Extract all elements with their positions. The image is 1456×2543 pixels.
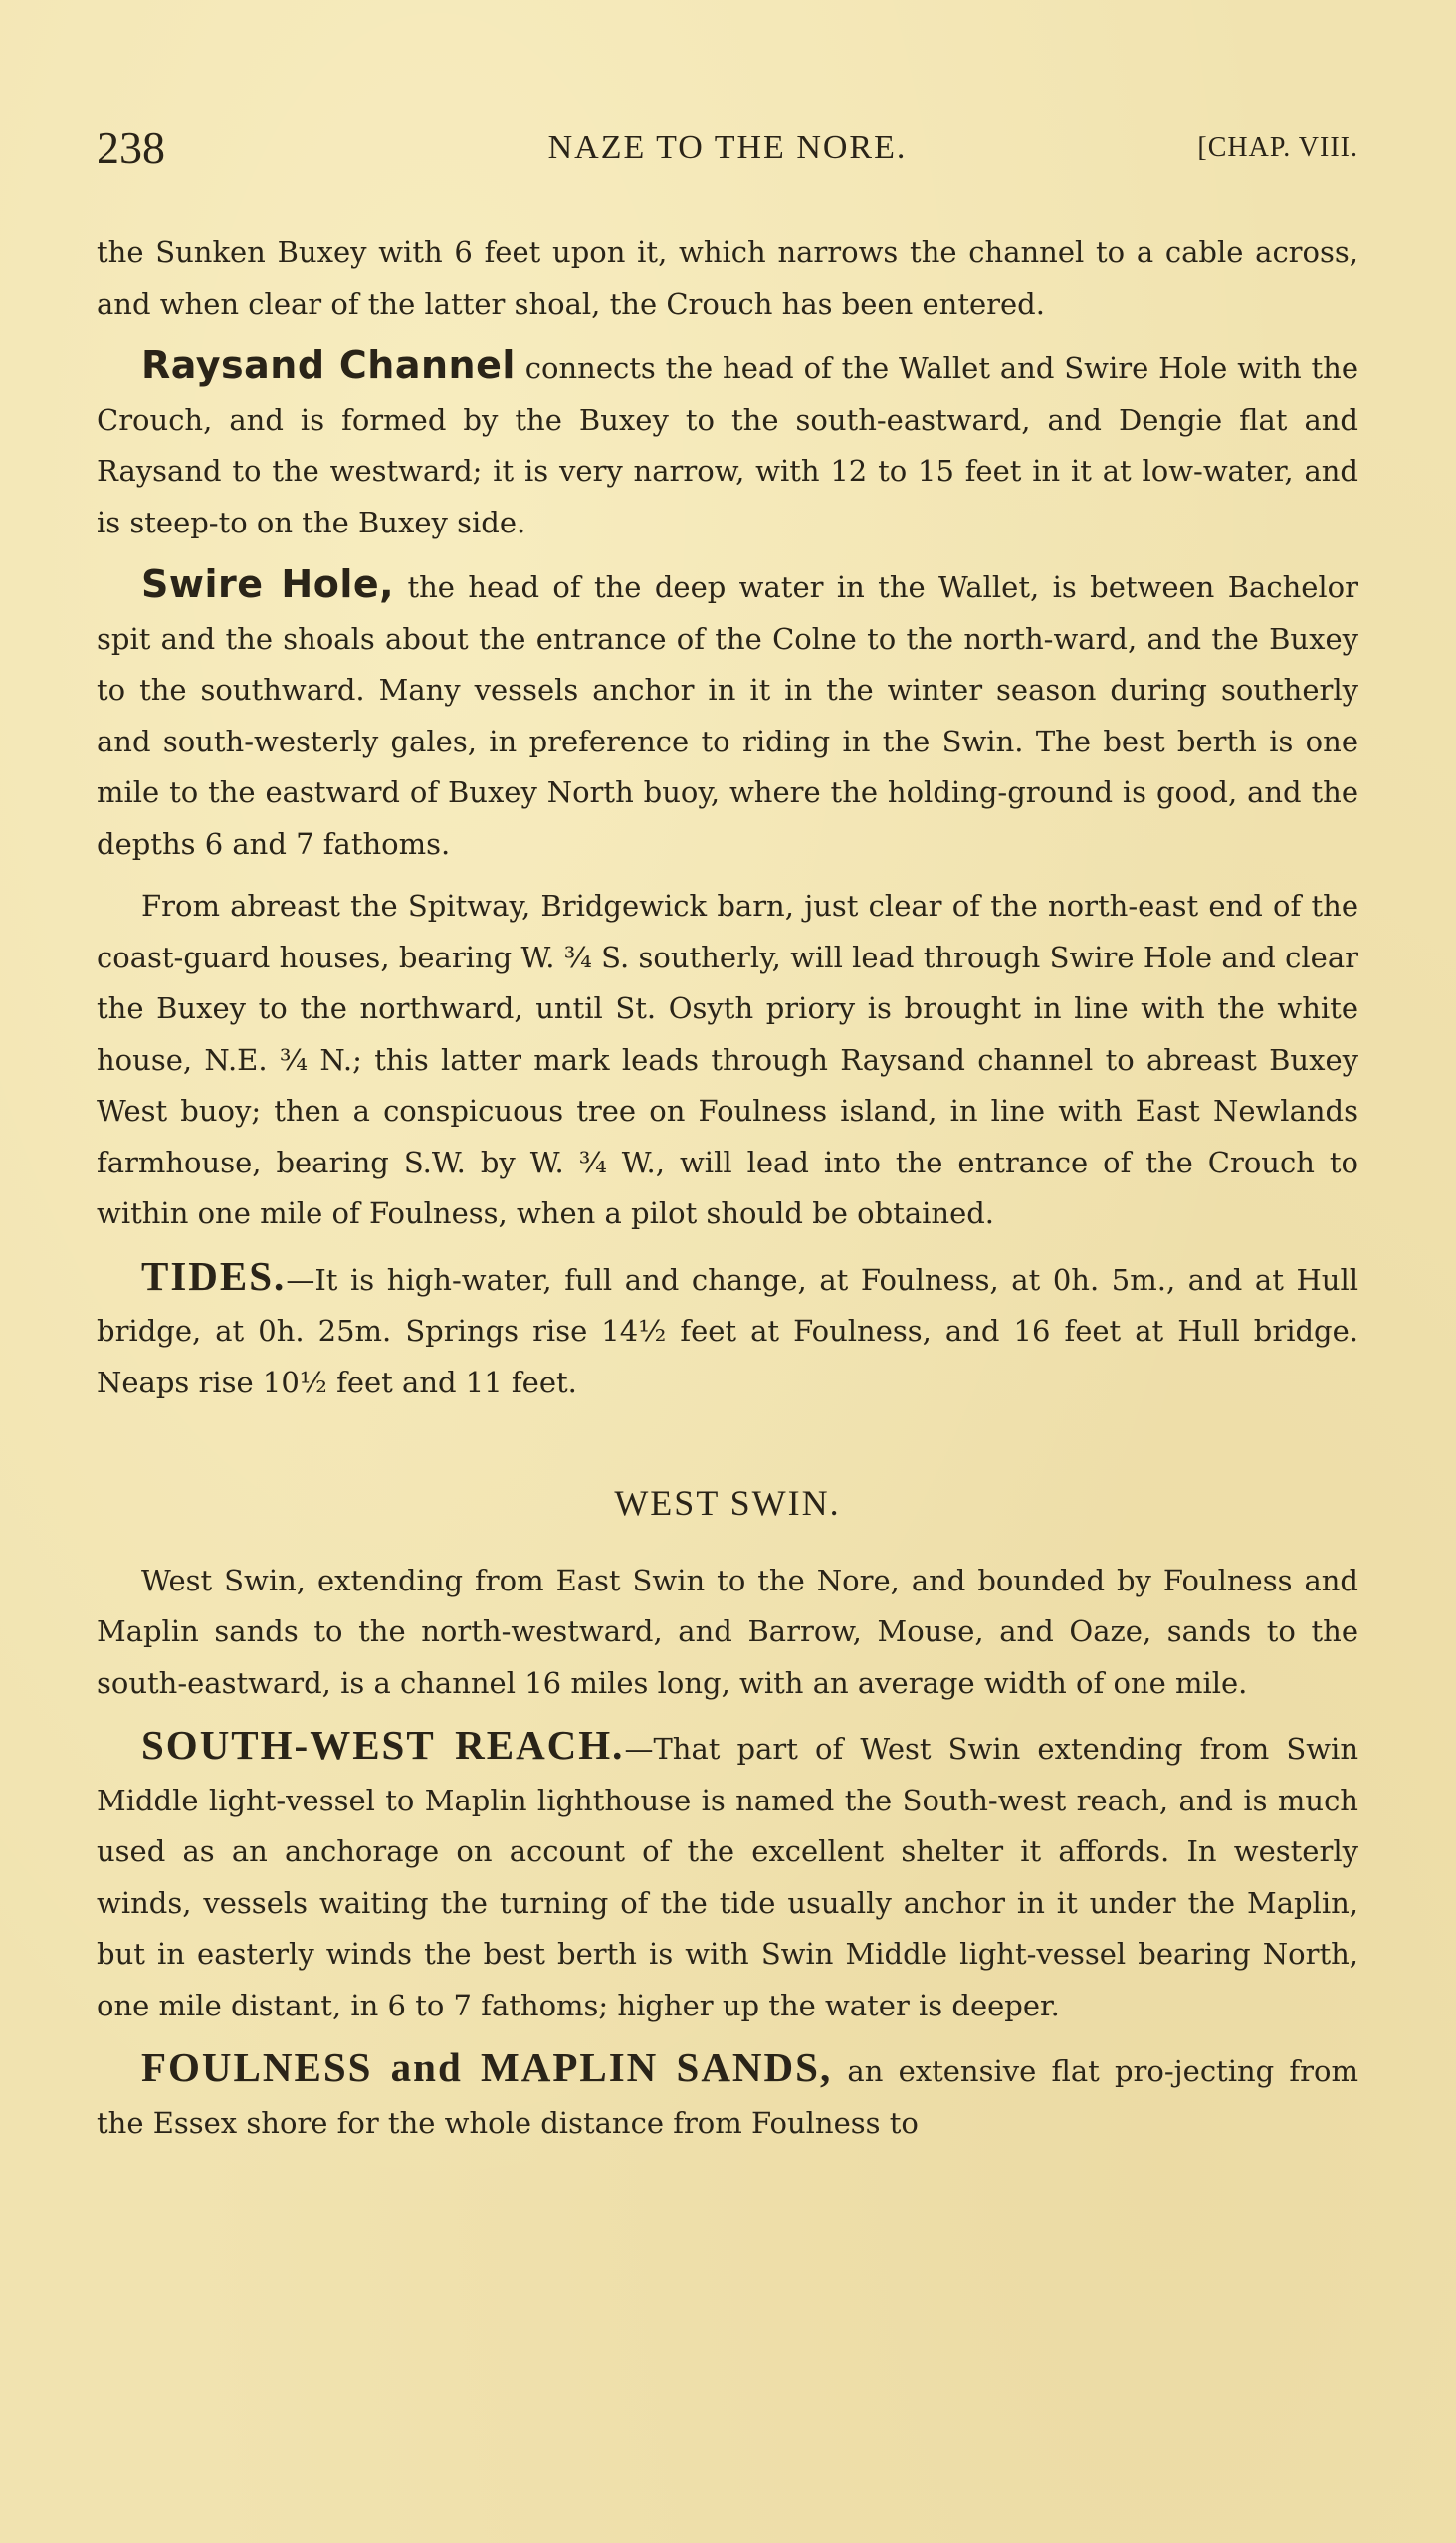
paragraph-text: connects the head of the Wallet and Swire Hole with the Crouch, and is formed by the Buxey to the south-eastward, and Dengie flat and Raysand to the westward; it is very narrow, with 12 to 15 feet in it at low-water, and is steep-to on the Buxey side. — [97, 351, 1358, 539]
paragraph-raysand-channel — [97, 340, 1358, 548]
paragraph-text: —That part of West Swin extending from Swin Middle light-vessel to Maplin lighthouse is named the South-west reach, and is much used as an anchorage on account of the excellent shelter it affords. In westerly winds, vessels waiting the turning of the tide usually anchor in it under the Maplin, but in easterly winds the best berth is with Swin Middle light-vessel bearing North, one mile distant, in 6 to 7 fathoms; higher up the water is deeper. — [97, 1732, 1358, 2022]
section-heading: WEST SWIN. — [614, 1483, 841, 1523]
paragraph-text: West Swin, extending from East Swin to the Nore, and bounded by Foulness and Maplin sands to the north-westward, and Barrow, Mouse, and Oaze, sands to the south-eastward, is a channel 16 miles long, with an average width of one mile. — [97, 1563, 1358, 1700]
paragraph-heading: FOULNESS and MAPLIN SANDS, — [141, 2044, 833, 2090]
paragraph-text: From abreast the Spitway, Bridgewick barn, just clear of the north-east end of the coast-guard houses, bearing W. ¾ S. southerly, will lead through Swire Hole and clear the Buxey to the northward, until St. Osyth priory is brought in line with the white house, N.E. ¾ N.; this latter mark leads through Raysand channel to abreast Buxey West buoy; then a conspicuous tree on Foulness island, in line with East Newlands farmhouse, bearing S.W. by W. ¾ W., will lead into the entrance of the Crouch to within one mile of Foulness, when a pilot should be obtained. — [97, 889, 1358, 1230]
paragraph-text: the Sunken Buxey with 6 feet upon it, which narrows the channel to a cable across, and when clear of the latter shoal, the Crouch has been entered. — [97, 235, 1358, 320]
paragraph-heading: Raysand Channel — [141, 343, 516, 387]
chapter-reference: [CHAP. VIII. — [1197, 132, 1358, 163]
paragraph-south-west-reach — [97, 1720, 1358, 2031]
paragraph-heading: Swire Hole, — [141, 562, 395, 606]
paragraph-text: —It is high-water, full and change, at Foulness, at 0h. 5m., and at Hull bridge, at 0h. 25m. Springs rise 14½ feet at Foulness, and 16 feet at Hull bridge. Neaps rise 10½ feet and 11 feet. — [97, 1262, 1358, 1399]
paragraph-heading: TIDES. — [141, 1252, 287, 1299]
paragraph-sunken-buxey — [97, 227, 1358, 329]
paragraph-west-swin — [97, 1556, 1358, 1710]
paragraph-heading: SOUTH-WEST REACH. — [141, 1722, 625, 1768]
paragraph-directions — [97, 881, 1358, 1240]
paragraph-swire-hole — [97, 559, 1358, 870]
book-page — [97, 117, 1358, 2160]
paragraph-text: the head of the deep water in the Wallet, is between Bachelor spit and the shoals about the entrance of the Colne to the north-ward, and the Buxey to the southward. Many vessels anchor in it in the winter season during southerly and south-westerly gales, in preference to riding in the Swin. The best berth is one mile to the eastward of Buxey North buoy, where the holding-ground is good, and the depths 6 and 7 fathoms. — [97, 570, 1359, 861]
paragraph-tides — [97, 1251, 1358, 1409]
page-header — [97, 117, 1358, 187]
page-number: 238 — [97, 122, 165, 173]
page-body — [97, 227, 1358, 2149]
paragraph-text: an extensive flat pro-jecting from the Essex shore for the whole distance from Foulness to — [97, 2054, 1358, 2140]
running-title: NAZE TO THE NORE. — [547, 129, 908, 166]
paragraph-foulness-maplin — [97, 2042, 1358, 2149]
